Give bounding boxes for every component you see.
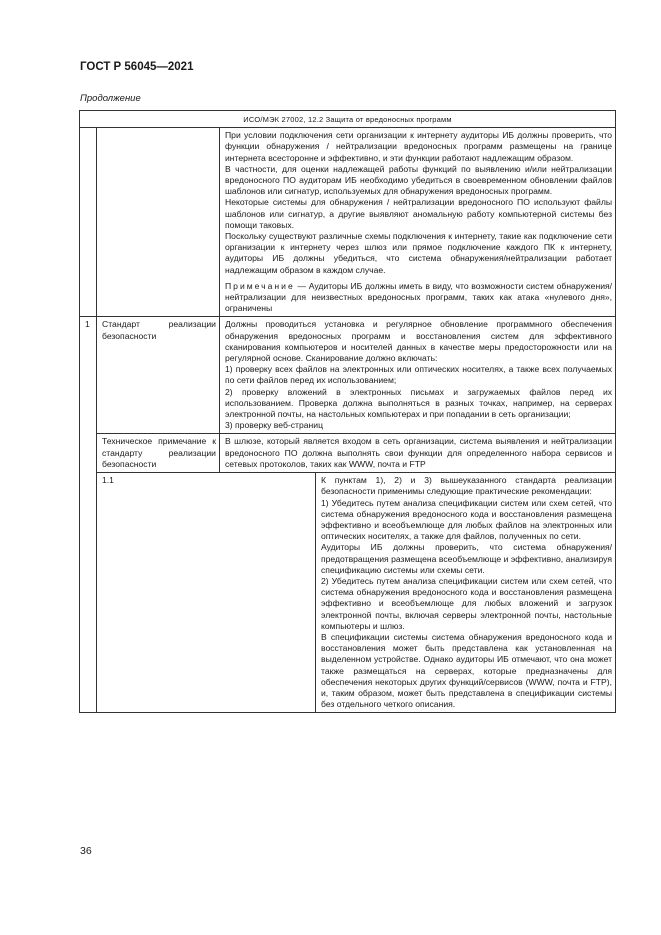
row1-line: 2) проверку вложений в электронных письмах и загружаемых файлов перед их использованием. Проверка должна выполняться в разных точках, например, на серверах электронной почты, на настольных компьютерах и при попадании в сеть организации; [225,386,613,420]
intro-label-cell [97,128,220,317]
row3-text-cell [316,473,616,713]
row2-text-cell: В шлюзе, который является входом в сеть организации, система выявления и нейтрализации вредоносного ПО должна выполнять свои функции для определенного набора сервисов и сетевых протоколов, таких как WWW, почта и FTP [220,434,616,473]
intro-paragraph: В частности, для оценки надлежащей работы функций по выявлению и/или нейтрализации вредоносного ПО аудиторам ИБ необходимо убедиться в своевременном обновлении файлов шаблонов или сигнатур, используемых для обнаружения вредоносных программ. [225,163,613,197]
intro-num-cell [80,128,97,317]
table-row-technical-note [80,434,616,473]
row3-line: 1) Убедитесь путем анализа спецификации систем или схем сетей, что система обнаружения вредоносного кода и восстановления размещена эффективно и всеобъемлюще для любых файлов на электронных или оптических носителях, а также для файлов, полученных по сети. [321,497,613,542]
intro-paragraph: Поскольку существуют различные схемы подключения к интернету, такие как подключение сети организации к интернету через шлюз или прямое подключение каждого ПК к интернету, аудиторы ИБ должны убедиться, что система обнаружения/нейтрализации работает надлежащим образом в каждом случае. [225,231,613,275]
table-header-row [80,111,616,128]
continuation-label: Продолжение [80,93,141,104]
intro-paragraph: При условии подключения сети организации к интернету аудиторы ИБ должны проверить, что функции обнаружения / нейтрализации вредоносных программ размещены на границе интернета всесторонне и эффективно, и эти функции работают надлежащим образом. [225,130,613,163]
document-standard-code: ГОСТ Р 56045—2021 [80,61,194,73]
audit-table [79,110,616,713]
table-row-practice [80,473,616,713]
note-text: — Аудиторы ИБ должны иметь в виду, что возможности систем обнаружения/нейтрализации для неизвестных вредоносных программ, таких как атака «нулевого дня», ограничены [225,280,613,314]
intro-text-cell [220,128,616,317]
page-number: 36 [80,845,92,857]
row1-line: Должны проводиться установка и регулярное обновление программного обеспечения обнаружения вредоносных программ и восстановления систем для эффективного сканирования компьютеров и носителей данных в качестве меры предосторожности или на регулярной основе. Сканирование должно включать: [225,319,613,364]
row3-line: К пунктам 1), 2) и 3) вышеуказанного стандарта реализации безопасности применимы следующие практические рекомендации: [321,475,613,497]
row2-label-cell: Техническое примечание к стандарту реализации безопасности [97,434,220,473]
row1-num-cell: 1 [80,317,97,713]
intro-paragraph: Некоторые системы для обнаружения / нейтрализации вредоносного ПО используют файлы шаблонов или сигнатур, а другие выявляют аномальную работу компьютерной системы без помощи таковых. [225,197,613,230]
note-label: Примечание [225,280,295,291]
row1-label-cell: Стандарт реализации безопасности [97,317,220,434]
row3-num-cell: 1.1 [97,473,316,713]
table-row-intro [80,128,616,317]
table-header-cell: ИСО/МЭК 27002, 12.2 Защита от вредоносных программ [80,111,616,128]
row1-line: 3) проверку веб-страниц [225,420,324,431]
table-row-standard [80,317,616,434]
row1-line: 1) проверку всех файлов на электронных или оптических носителях, а также всех получаемых по сети файлов перед их использованием; [225,364,613,386]
row3-line: В спецификации системы система обнаружения вредоносного кода и восстановления может быть представлена как установленная на выделенном устройстве. Однако аудиторы ИБ отмечают, что она может также размещаться на серверах, которые предназначены для обеспечения некоторых других функций/сервисов (WWW, почта и FTP), и, таким образом, может быть представлена в спецификации системы без отдельного четкого описания. [321,631,613,710]
row1-text-cell [220,317,616,434]
row3-line: 2) Убедитесь путем анализа спецификации систем или схем сетей, что система обнаружения вредоносного кода и восстановления размещена эффективно и всеобъемлюще для любых вложений и загрузок электронной почты, включая серверы электронной почты, настольные компьютеры и шлюз. [321,575,613,631]
intro-note [225,281,612,315]
row3-line: Аудиторы ИБ должны проверить, что система обнаружения/ предотвращения размещена всеобъемлюще и эффективно, анализируя спецификацию системы или схемы сети. [321,542,613,575]
